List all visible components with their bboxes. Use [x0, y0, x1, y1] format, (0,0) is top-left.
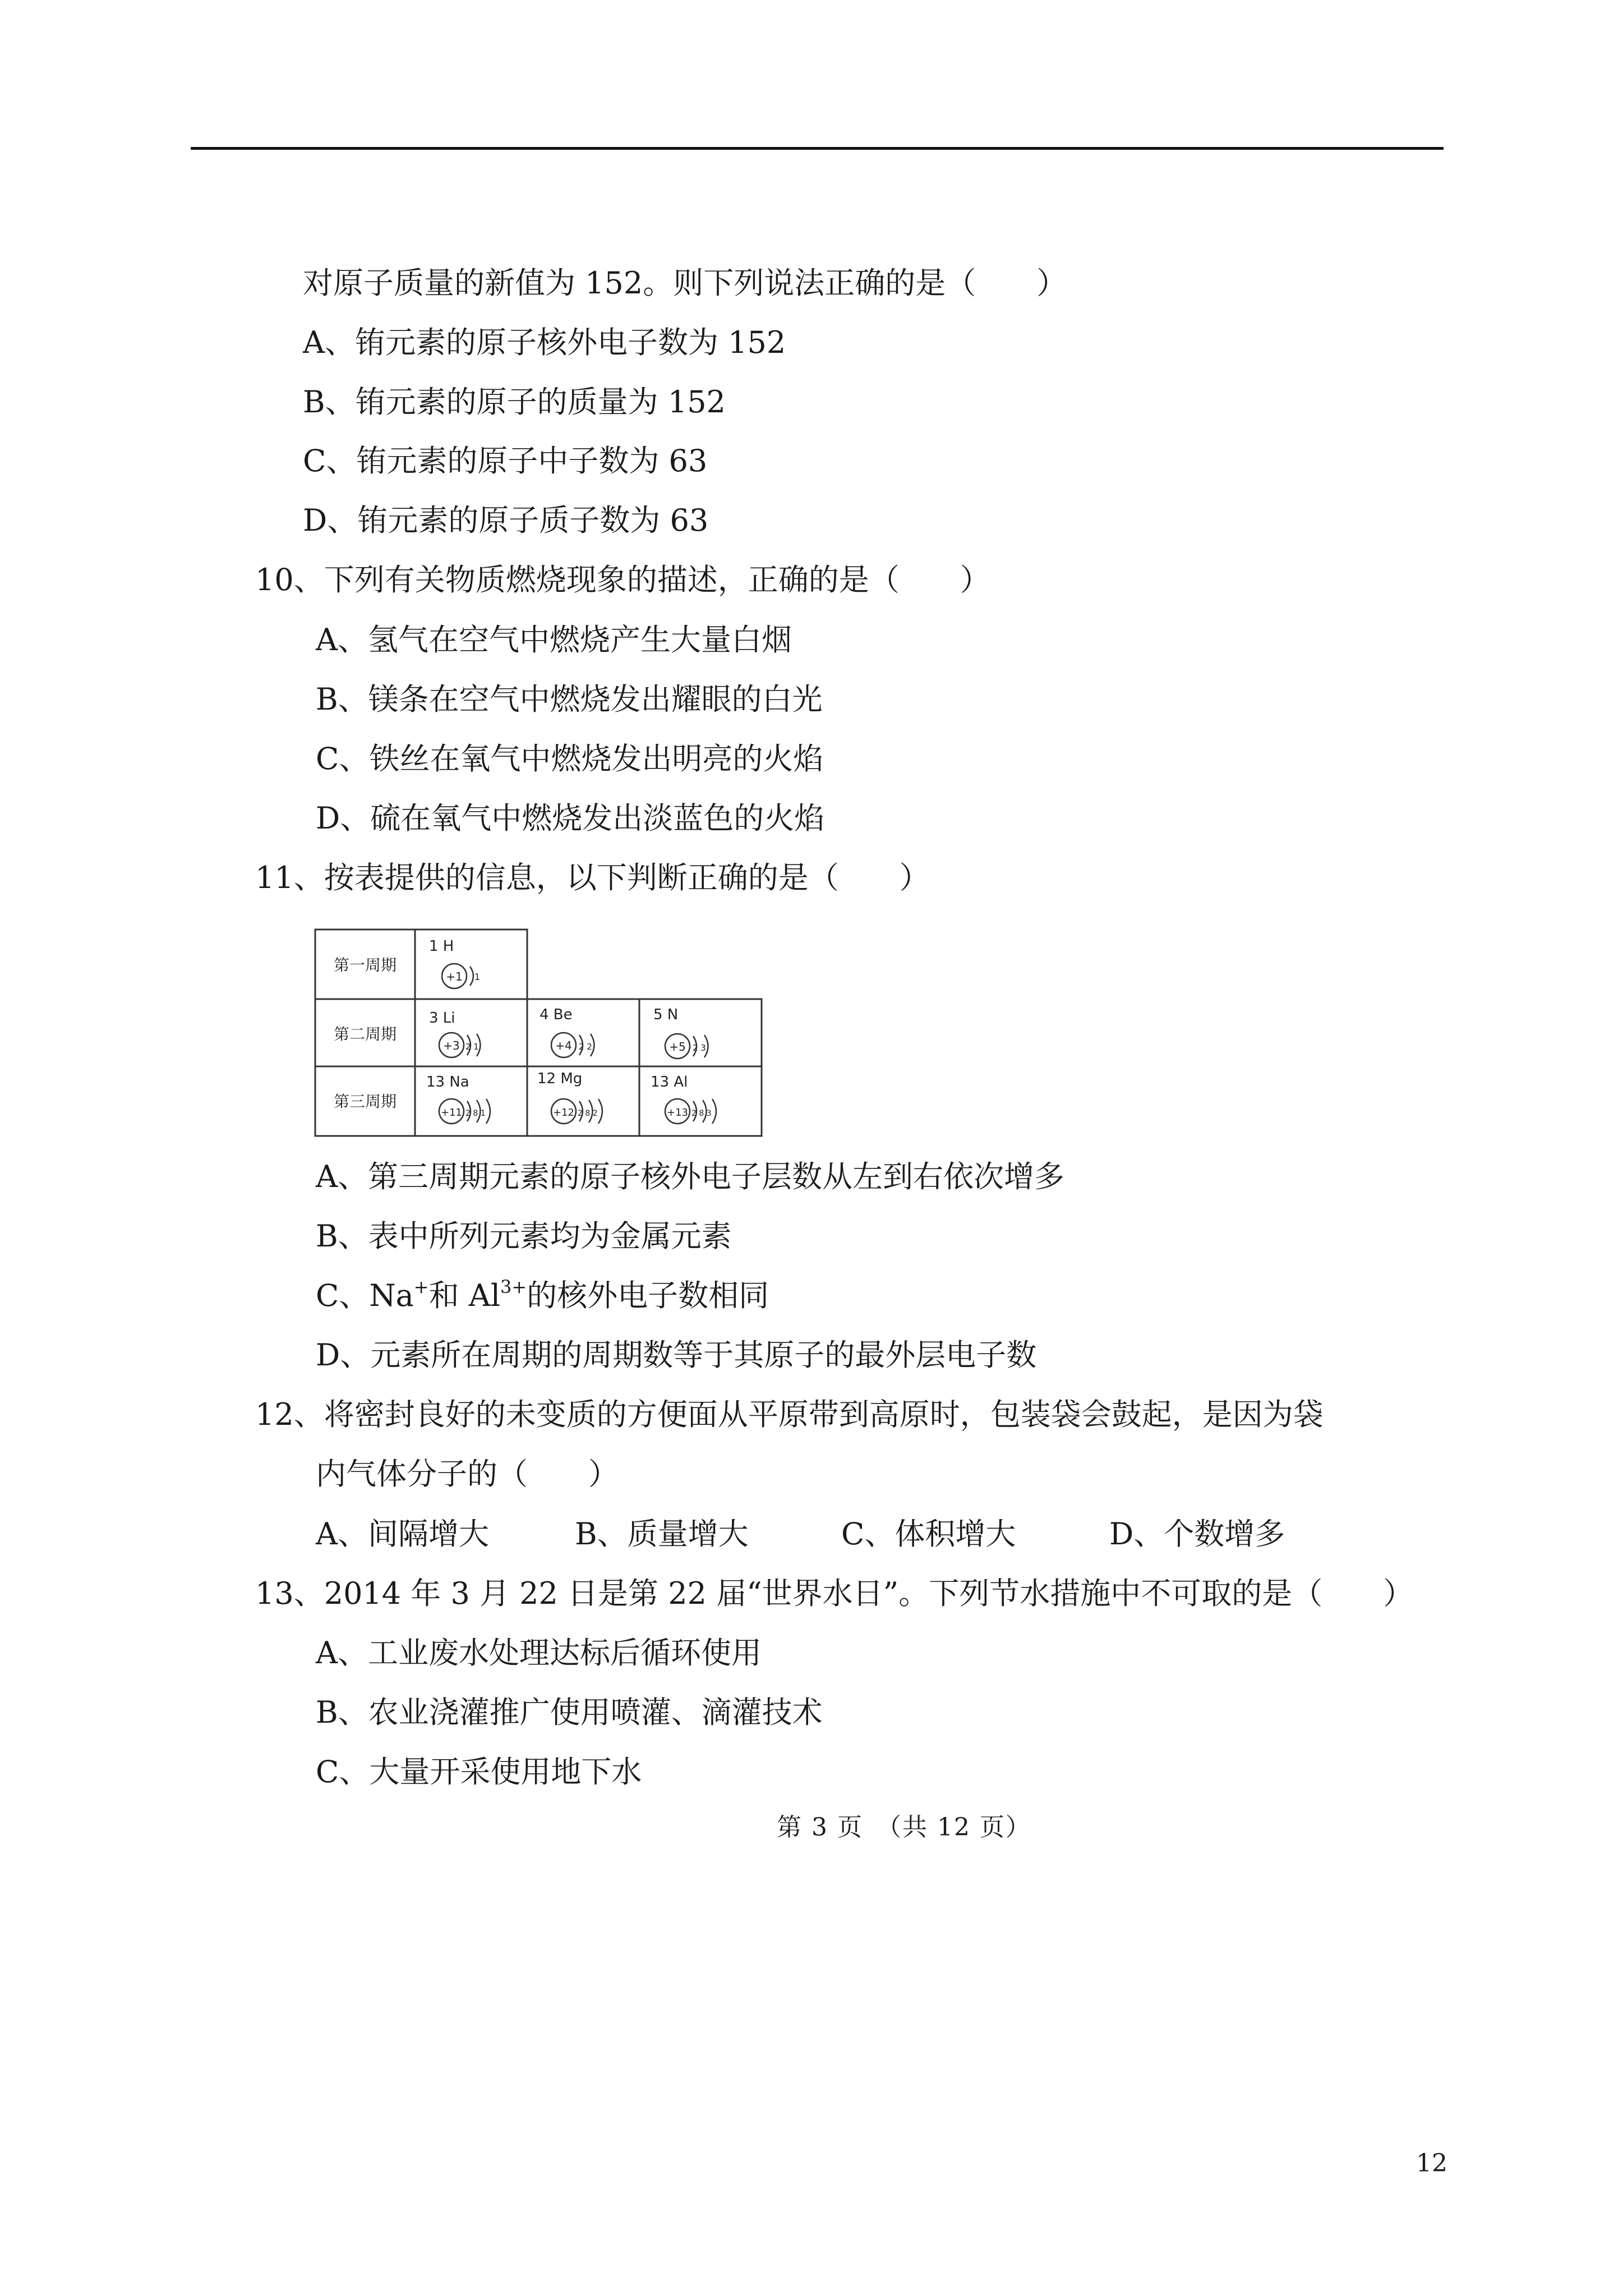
q12-option-b: B、质量增大: [575, 1516, 749, 1552]
element-cell-al: [651, 1074, 716, 1124]
q9-option-b: B、铕元素的原子的质量为 152: [303, 384, 726, 420]
q11-c-superscript-1: +: [413, 1276, 429, 1297]
n-shells: 2 3: [693, 1043, 706, 1053]
li-nucleus-charge: +3: [443, 1039, 460, 1052]
q9-option-a: A、铕元素的原子核外电子数为 152: [303, 325, 786, 360]
na-shells: 2 8 1: [465, 1109, 486, 1118]
q10-option-c: C、铁丝在氧气中燃烧发出明亮的火焰: [316, 741, 824, 776]
header-rule: [191, 147, 1444, 150]
q10-option-a: A、氢气在空气中燃烧产生大量白烟: [316, 622, 792, 657]
element-cell-mg: [537, 1070, 602, 1124]
q12-option-a: A、间隔增大: [316, 1516, 489, 1552]
element-mg-label: 12 Mg: [537, 1070, 583, 1087]
question-9-continued: 对原子质量的新值为 152。则下列说法正确的是（ ）: [303, 265, 1067, 301]
element-cell-li: [429, 1010, 481, 1057]
q13-option-a: A、工业废水处理达标后循环使用: [316, 1635, 762, 1671]
element-li-label: 3 Li: [429, 1010, 455, 1027]
element-n-label: 5 N: [653, 1006, 679, 1023]
element-cell-h: [429, 938, 480, 988]
periodic-table-figure: [314, 928, 763, 1137]
question-10: 10、下列有关物质燃烧现象的描述，正确的是（ ）: [255, 562, 990, 597]
mg-shells: 2 8 2: [578, 1109, 598, 1118]
q13-option-c: C、大量开采使用地下水: [316, 1754, 642, 1789]
element-be-label: 4 Be: [540, 1006, 573, 1023]
question-12: 12、将密封良好的未变质的方便面从平原带到高原时，包装袋会鼓起，是因为袋: [255, 1397, 1324, 1432]
row-label-period-1: 第一周期: [333, 956, 397, 974]
al-nucleus-charge: +13: [667, 1107, 688, 1119]
mg-nucleus-charge: +12: [553, 1107, 574, 1119]
q11-option-d: D、元素所在周期的周期数等于其原子的最外层电子数: [316, 1337, 1037, 1373]
h-nucleus-charge: +1: [446, 970, 463, 983]
row-label-period-3: 第三周期: [333, 1092, 397, 1111]
q10-option-d: D、硫在氧气中燃烧发出淡蓝色的火焰: [316, 800, 825, 836]
element-h-label: 1 H: [429, 938, 454, 955]
q11-option-a: A、第三周期元素的原子核外电子层数从左到右依次增多: [316, 1159, 1064, 1194]
q12-option-c: C、体积增大: [841, 1516, 1016, 1552]
q11-option-b: B、表中所列元素均为金属元素: [316, 1218, 732, 1254]
element-cell-be: [540, 1006, 594, 1057]
question-12-continued: 内气体分子的（ ）: [316, 1456, 619, 1492]
row-label-period-2: 第二周期: [333, 1025, 397, 1043]
q9-option-d: D、铕元素的原子质子数为 63: [303, 503, 709, 538]
q11-c-text-3: 的核外电子数相同: [527, 1278, 769, 1313]
q12-option-d: D、个数增多: [1109, 1516, 1285, 1552]
q11-c-superscript-2: 3+: [500, 1276, 527, 1297]
question-13: 13、2014 年 3 月 22 日是第 22 届“世界水日”。下列节水措施中不可取的是（ ）: [255, 1576, 1414, 1611]
element-al-label: 13 Al: [651, 1074, 688, 1091]
page-footer: 第 3 页 （共 12 页）: [777, 1813, 1031, 1842]
h-shells: 1: [474, 972, 481, 982]
question-11: 11、按表提供的信息，以下判断正确的是（ ）: [255, 860, 930, 895]
element-na-label: 13 Na: [426, 1074, 469, 1091]
be-shells: 2 2: [579, 1042, 592, 1052]
element-cell-n: [653, 1006, 708, 1059]
q10-option-b: B、镁条在空气中燃烧发出耀眼的白光: [316, 682, 823, 717]
page-number: 12: [1416, 2149, 1447, 2178]
q11-c-text-1: C、Na: [316, 1278, 414, 1313]
li-shells: 2 1: [465, 1042, 479, 1052]
q13-option-b: B、农业浇灌推广使用喷灌、滴灌技术: [316, 1695, 823, 1730]
be-nucleus-charge: +4: [555, 1039, 572, 1052]
q11-c-text-2: 和 Al: [428, 1278, 501, 1313]
element-cell-na: [426, 1074, 490, 1124]
q11-option-c: [316, 1273, 769, 1318]
na-nucleus-charge: +11: [441, 1107, 462, 1119]
q9-option-c: C、铕元素的原子中子数为 63: [303, 443, 708, 478]
n-nucleus-charge: +5: [669, 1040, 686, 1053]
al-shells: 2 8 3: [691, 1109, 712, 1118]
